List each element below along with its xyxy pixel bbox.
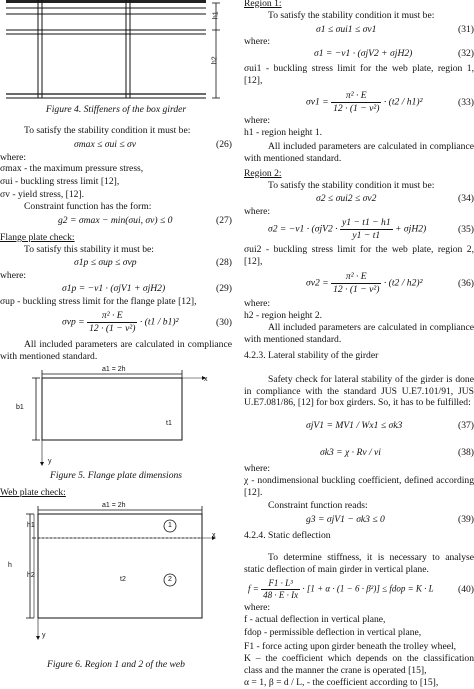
definition-sigma-v: σv - yield stress, [12]. <box>0 189 85 200</box>
equation-37: σjV1 = MV1 / Wx1 ≤ σk3 <box>306 420 403 431</box>
where-label: where: <box>0 152 27 163</box>
region-1-intro: To satisfy the stability condition it must be: <box>268 10 435 21</box>
fig6-h1-label: h1 <box>27 522 35 529</box>
region-1-heading: Region 1: <box>244 0 282 9</box>
equation-40-number: (40) <box>458 584 474 595</box>
stability-intro: To satisfy the stability condition it must be: <box>24 125 191 136</box>
fig5-x-label: x <box>204 376 208 383</box>
calc-compliance-text: All included parameters are calculated in compliance with mentioned standard. <box>0 339 232 362</box>
equation-27-number: (27) <box>216 215 232 226</box>
equation-36-number: (36) <box>458 278 474 289</box>
figure-5-diagram <box>10 366 210 466</box>
equation-37-number: (37) <box>458 420 474 431</box>
equation-34: σ2 ≤ σui2 ≤ σv2 <box>316 193 377 204</box>
web-plate-heading: Web plate check: <box>0 487 66 498</box>
section-4-2-4-heading: 4.2.4. Static deflection <box>244 530 331 541</box>
fig6-region-2-label: 2 <box>168 576 172 583</box>
figure-4-caption: Figure 4. Stiffeners of the box girder <box>45 104 187 115</box>
definition-chi: χ - nondimensional buckling coefficient, defined according [12]. <box>244 475 474 498</box>
equation-40: f = $\frac{\text{F1 · L³}}{48 \cdot E \cdot Ix}$ · [1 + α · (1 − 6 · β²)] ≤ fdop = K · L <box>248 578 434 600</box>
fig6-a1-label: a1 = 2h <box>102 502 126 509</box>
constraint-intro: Constraint function has the form: <box>24 201 152 212</box>
figure-6-diagram <box>10 500 220 642</box>
equation-36: σv2 = $\frac{\text{π² · E}}{\text{12 · (1 − ν²)}}$ · (t2 / h2)² <box>306 271 423 295</box>
definition-sigma-ui: σui - buckling stress limit [12], <box>0 176 120 187</box>
equation-30-number: (30) <box>216 317 232 328</box>
definition-sigma-max: σmax - the maximum pressure stress, <box>0 163 144 174</box>
where-label: where: <box>244 298 271 309</box>
lateral-stability-text: Safety check for lateral stability of the girder is done in compliance with the standard JUS U.E7.101/91, JUS U.E7.081/86, [12] for box girders. So, it has to be fulfilled: <box>244 374 474 409</box>
equation-32-number: (32) <box>458 48 474 59</box>
equation-28: σ1p ≤ σup ≤ σvp <box>74 257 137 268</box>
definition-h2: h2 - region height 2. <box>244 310 323 321</box>
where-label: where: <box>244 36 271 47</box>
flange-intro: To satisfy this stability it must be: <box>24 244 154 255</box>
equation-26-number: (26) <box>216 139 232 150</box>
equation-39-number: (39) <box>458 514 474 525</box>
where-label: where: <box>244 602 271 613</box>
fig5-a1-label: a1 = 2h <box>102 366 126 373</box>
definition-sigma-ui1: σui1 - buckling stress limit for the web plate, region 1, [12], <box>244 63 474 86</box>
figure-4-diagram <box>6 0 226 112</box>
definition-sigma-ui2: σui2 - buckling stress limit for the web plate, region 2, [12], <box>244 244 474 267</box>
definition-alpha-beta: α = 1, β = d / L, - the coefficient according to [15], <box>244 677 439 688</box>
definition-sigma-up: σup - buckling stress limit for the flange plate [12], <box>0 296 197 307</box>
fig5-b1-label: b1 <box>16 404 24 411</box>
static-deflection-text: To determine stiffness, it is necessary to analyse static deflection of main girder in vertical plane. <box>244 552 474 575</box>
definition-f: f - actual deflection in vertical plane, <box>244 614 386 625</box>
definition-F1: F1 - force acting upon girder beneath the trolley wheel, <box>244 641 457 652</box>
equation-35-number: (35) <box>458 224 474 235</box>
equation-28-number: (28) <box>216 257 232 268</box>
fig6-h-label: h <box>8 562 12 569</box>
definition-fdop: fdop - permissible deflection in vertical plane, <box>244 627 422 638</box>
where-label: where: <box>244 206 271 217</box>
equation-35: σ2 = −ν1 · (σjV2 · $\frac{y1 - t1 - h1}{y1 - t1}$ + σjH2) <box>268 217 427 241</box>
equation-38-number: (38) <box>458 447 474 458</box>
fig4-h1-label: h1 <box>212 11 220 20</box>
equation-32: σ1 = −ν1 · (σjV2 + σjH2) <box>314 48 413 59</box>
fig6-x-label: x <box>212 532 216 539</box>
equation-27: g2 = σmax − min(σui, σv) ≤ 0 <box>58 215 173 226</box>
equation-31-number: (31) <box>458 24 474 35</box>
region-2-intro: To satisfy the stability condition it must be: <box>268 180 435 191</box>
fig4-h2-label: h2 <box>211 56 219 65</box>
fig6-region-1-label: 1 <box>168 522 172 529</box>
where-label: where: <box>0 270 27 281</box>
fig6-t2-label: t2 <box>120 576 126 583</box>
figure-5-caption: Figure 5. Flange plate dimensions <box>49 470 183 481</box>
equation-29-number: (29) <box>216 283 232 294</box>
constraint-2-intro: Constraint function reads: <box>268 500 368 511</box>
figure-6-caption: Figure 6. Region 1 and 2 of the web <box>47 659 185 670</box>
section-4-2-3-heading: 4.2.3. Lateral stability of the girder <box>244 350 379 361</box>
equation-30: σvp = $\frac{\text{π² · E}}{\text{12 · (1 − ν²)}}$ · (t1 / b1)² <box>62 310 179 334</box>
equation-39: g3 = σjV1 − σk3 ≤ 0 <box>306 514 385 525</box>
fig6-h2-label: h2 <box>27 572 35 579</box>
equation-29: σ1p = −ν1 · (σjV1 + σjH2) <box>62 283 166 294</box>
definition-K: K – the coefficient which depends on the classification class and the manner the crane is operated [15], <box>244 653 474 676</box>
definition-h1: h1 - region height 1. <box>244 127 323 138</box>
where-label: where: <box>244 463 271 474</box>
equation-33: σv1 = $\frac{\text{π² · E}}{\text{12 · (1 − ν²)}}$ · (t2 / h1)² <box>306 90 423 114</box>
region-2-heading: Region 2: <box>244 168 282 179</box>
equation-33-number: (33) <box>458 97 474 108</box>
fig6-y-label: y <box>42 632 46 639</box>
flange-heading: Flange plate check: <box>0 232 75 243</box>
where-label: where: <box>244 115 271 126</box>
equation-31: σ1 ≤ σui1 ≤ σv1 <box>316 24 377 35</box>
calc-compliance-text-1: All included parameters are calculated in compliance with mentioned standard. <box>244 141 474 164</box>
calc-compliance-text-2: All included parameters are calculated in compliance with mentioned standard. <box>244 322 474 345</box>
equation-34-number: (34) <box>458 193 474 204</box>
fig5-y-label: y <box>48 458 52 465</box>
equation-26: σmax ≤ σui ≤ σv <box>74 139 137 150</box>
fig5-t1-label: t1 <box>166 420 172 427</box>
equation-38: σk3 = χ · Rv / νi <box>320 447 381 458</box>
